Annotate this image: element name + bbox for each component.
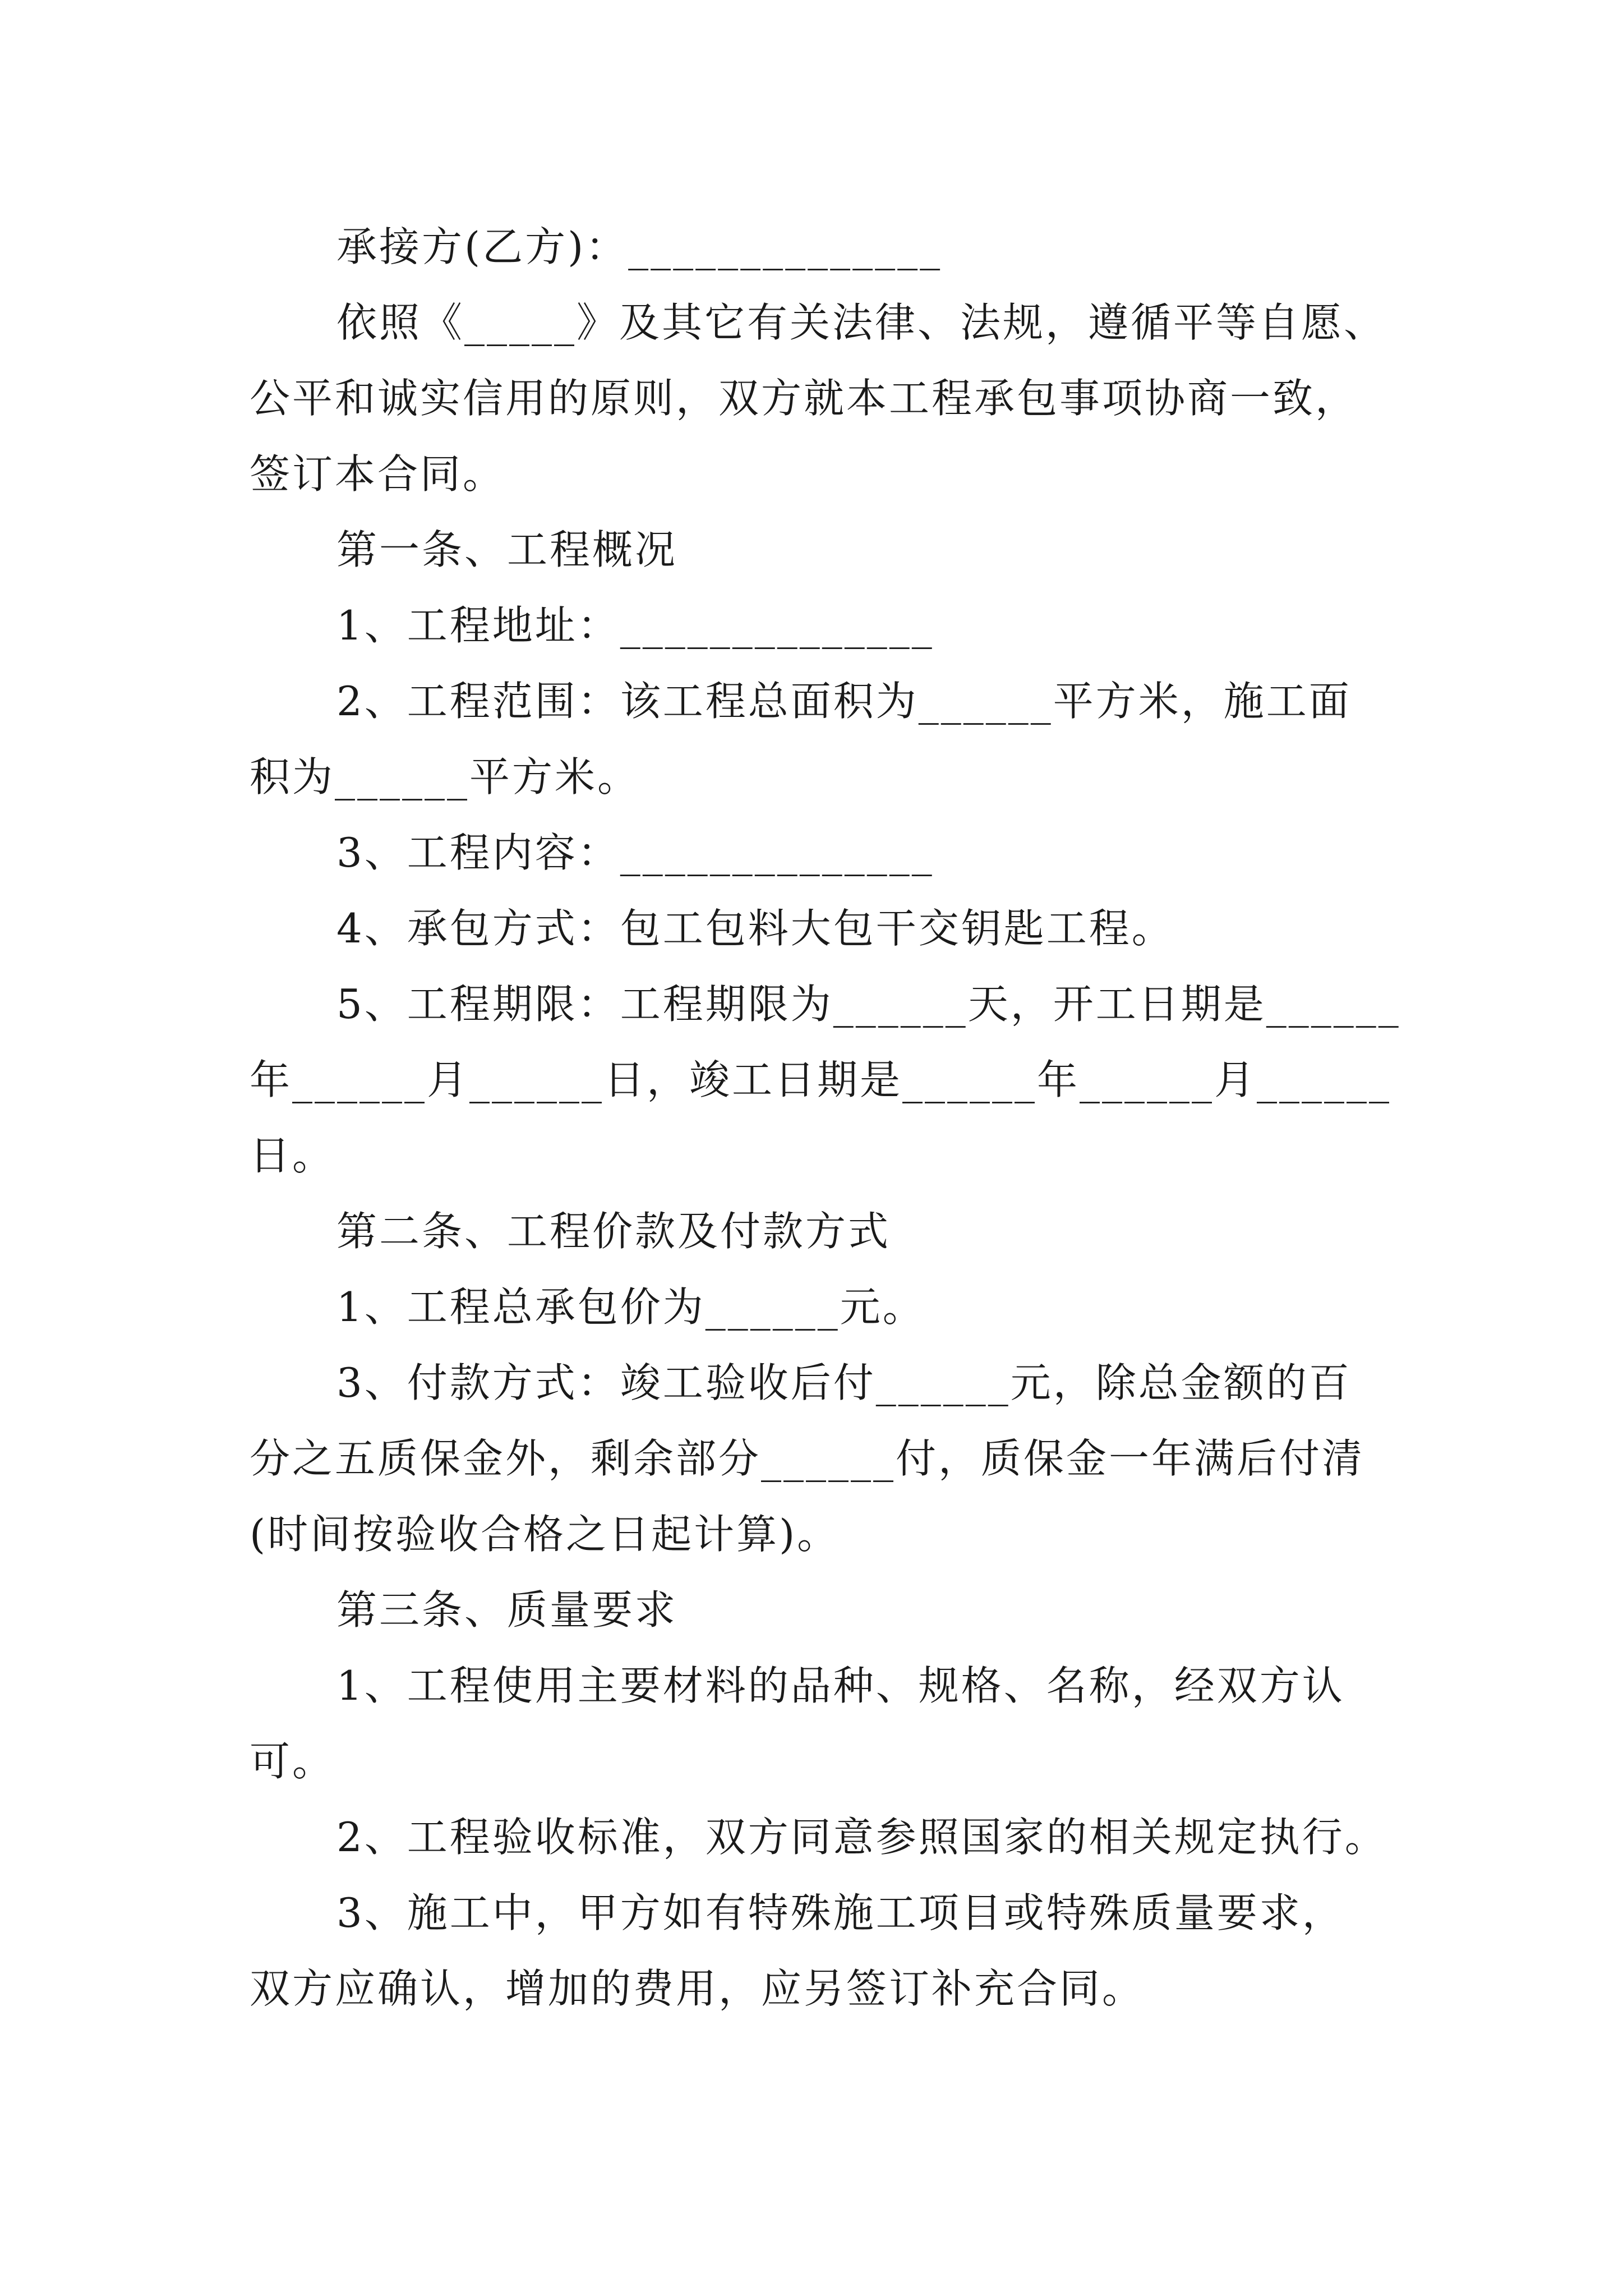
article-1-item-3: 3、工程内容：______________ <box>336 829 934 876</box>
article-2-item-3: 3、付款方式：竣工验收后付______元，除总金额的百 <box>336 1359 1352 1406</box>
article-2-item-3-end: (时间按验收合格之日起计算)。 <box>250 1511 840 1558</box>
article-3-item-3: 3、施工中，甲方如有特殊施工项目或特殊质量要求， <box>336 1889 1345 1936</box>
article-2-item-1: 1、工程总承包价为______元。 <box>336 1283 925 1331</box>
article-1-item-4: 4、承包方式：包工包料大包干交钥匙工程。 <box>336 905 1174 952</box>
article-1-item-5-end: 日。 <box>250 1132 335 1179</box>
article-1-heading: 第一条、工程概况 <box>336 526 678 573</box>
article-3-item-1: 1、工程使用主要材料的品种、规格、名称，经双方认 <box>336 1662 1345 1709</box>
article-3-item-2: 2、工程验收标准，双方同意参照国家的相关规定执行。 <box>336 1814 1387 1861</box>
preamble-line-3: 签订本合同。 <box>250 450 506 498</box>
article-2-item-3-cont: 分之五质保金外，剩余部分______付，质保金一年满后付清 <box>250 1435 1365 1482</box>
article-3-item-3-cont: 双方应确认，增加的费用，应另签订补充合同。 <box>250 1965 1145 2012</box>
article-3-item-1-cont: 可。 <box>250 1738 335 1785</box>
article-1-item-1: 1、工程地址：______________ <box>336 602 934 649</box>
party-b-line: 承接方(乙方)：______________ <box>336 223 943 270</box>
article-1-item-2: 2、工程范围：该工程总面积为______平方米，施工面 <box>336 678 1352 725</box>
article-2-heading: 第二条、工程价款及付款方式 <box>336 1208 891 1255</box>
article-1-item-5: 5、工程期限：工程期限为______天，开工日期是______ <box>336 981 1401 1028</box>
article-1-item-2-cont: 积为______平方米。 <box>250 753 640 800</box>
preamble-line-2: 公平和诚实信用的原则，双方就本工程承包事项协商一致， <box>250 375 1358 422</box>
article-1-item-5-cont: 年______月______日，竣工日期是______年______月______ <box>250 1056 1392 1103</box>
article-3-heading: 第三条、质量要求 <box>336 1586 678 1634</box>
preamble-line-1: 依照《_____》及其它有关法律、法规，遵循平等自愿、 <box>336 299 1387 346</box>
